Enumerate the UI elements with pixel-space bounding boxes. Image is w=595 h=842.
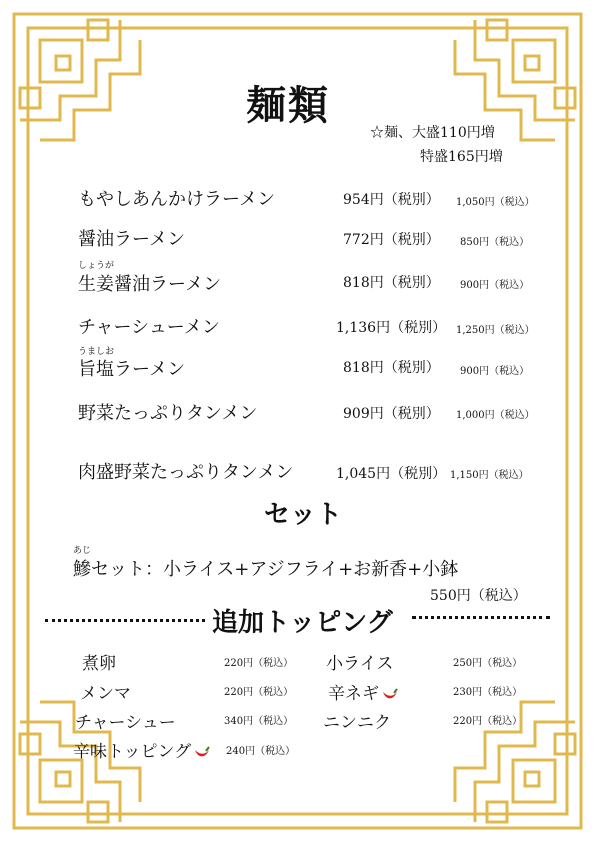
- frame-corner-square: [513, 760, 555, 802]
- topping-price: 240円（税込）: [226, 746, 296, 757]
- set-section-title: セット: [264, 500, 343, 530]
- chili-pepper-icon: [381, 688, 399, 702]
- toppings-section-title: 追加トッピング: [212, 608, 393, 638]
- topping-name: [328, 679, 399, 704]
- topping-name-text: 辛ネギ: [328, 684, 379, 704]
- menu-item-ruby: うましお: [78, 347, 115, 357]
- frame-corner-square: [20, 88, 40, 108]
- dotted-divider-left: [45, 619, 205, 622]
- menu-item-price: 954円（税別）: [343, 192, 440, 208]
- size-note-line1: ☆麺、大盛110円増: [370, 125, 495, 141]
- menu-item-tax-price: 850円（税込）: [460, 237, 530, 248]
- menu-item-name: もやしあんかけラーメン: [78, 189, 276, 210]
- menu-item-name: 野菜たっぷりタンメン: [78, 403, 258, 424]
- set-price: 550円（税込）: [430, 588, 527, 604]
- menu-item-tax-price: 1,050円（税込）: [456, 197, 535, 208]
- topping-name: [73, 737, 211, 762]
- frame-corner-square: [88, 20, 108, 40]
- set-ruby: あじ: [73, 546, 92, 556]
- topping-name: 小ライス: [326, 654, 394, 674]
- menu-item-price: 818円（税別）: [343, 275, 440, 291]
- menu-item-price: 772円（税別）: [343, 232, 440, 248]
- menu-item-tax-price: 900円（税込）: [460, 366, 530, 377]
- frame-corner-square: [555, 734, 575, 754]
- topping-name-text: 辛味トッピング: [73, 742, 192, 762]
- menu-item-price: 909円（税別）: [343, 406, 440, 422]
- menu-item-tax-price: 1,150円（税込）: [450, 470, 529, 481]
- topping-name: 煮卵: [82, 654, 116, 674]
- menu-item-price: 818円（税別）: [343, 360, 440, 376]
- topping-name: チャーシュー: [75, 713, 176, 733]
- menu-item-price: 1,136円（税別）: [336, 320, 447, 336]
- topping-name: メンマ: [80, 684, 131, 704]
- topping-price: 340円（税込）: [224, 716, 294, 727]
- frame-corner-square: [56, 56, 70, 70]
- menu-item-ruby: しょうが: [78, 261, 115, 271]
- topping-price: 220円（税込）: [224, 658, 294, 669]
- size-note-line2: 特盛165円増: [420, 149, 503, 165]
- frame-corner-square: [40, 760, 82, 802]
- topping-price: 230円（税込）: [453, 687, 523, 698]
- dotted-divider-right: [412, 616, 550, 619]
- frame-corner-square: [525, 772, 539, 786]
- topping-price: 220円（税込）: [453, 716, 523, 727]
- frame-corner-square: [88, 802, 108, 822]
- topping-name: ニンニク: [323, 713, 391, 733]
- menu-item-tax-price: 1,000円（税込）: [456, 410, 535, 421]
- menu-item-name: 生姜醤油ラーメン: [78, 274, 222, 295]
- topping-price: 220円（税込）: [224, 687, 294, 698]
- menu-item-name: チャーシューメン: [78, 317, 220, 338]
- topping-price: 250円（税込）: [453, 658, 523, 669]
- frame-corner-square: [513, 40, 555, 82]
- menu-item-tax-price: 900円（税込）: [460, 280, 530, 291]
- menu-item-name: 旨塩ラーメン: [78, 359, 186, 380]
- frame-corner-square: [40, 40, 82, 82]
- set-description: 鰺セット：小ライス+アジフライ+お新香+小鉢: [73, 559, 459, 580]
- frame-corner-square: [20, 734, 40, 754]
- menu-item-name: 醤油ラーメン: [78, 229, 186, 250]
- menu-item-price: 1,045円（税別）: [336, 466, 447, 482]
- chili-pepper-icon: [193, 746, 211, 760]
- page-title: 麺類: [246, 83, 330, 129]
- frame-corner-square: [555, 88, 575, 108]
- frame-corner-square: [56, 772, 70, 786]
- menu-item-tax-price: 1,250円（税込）: [456, 325, 535, 336]
- frame-corner-square: [525, 56, 539, 70]
- frame-corner-square: [487, 20, 507, 40]
- menu-item-name: 肉盛野菜たっぷりタンメン: [78, 462, 294, 483]
- frame-corner-square: [487, 802, 507, 822]
